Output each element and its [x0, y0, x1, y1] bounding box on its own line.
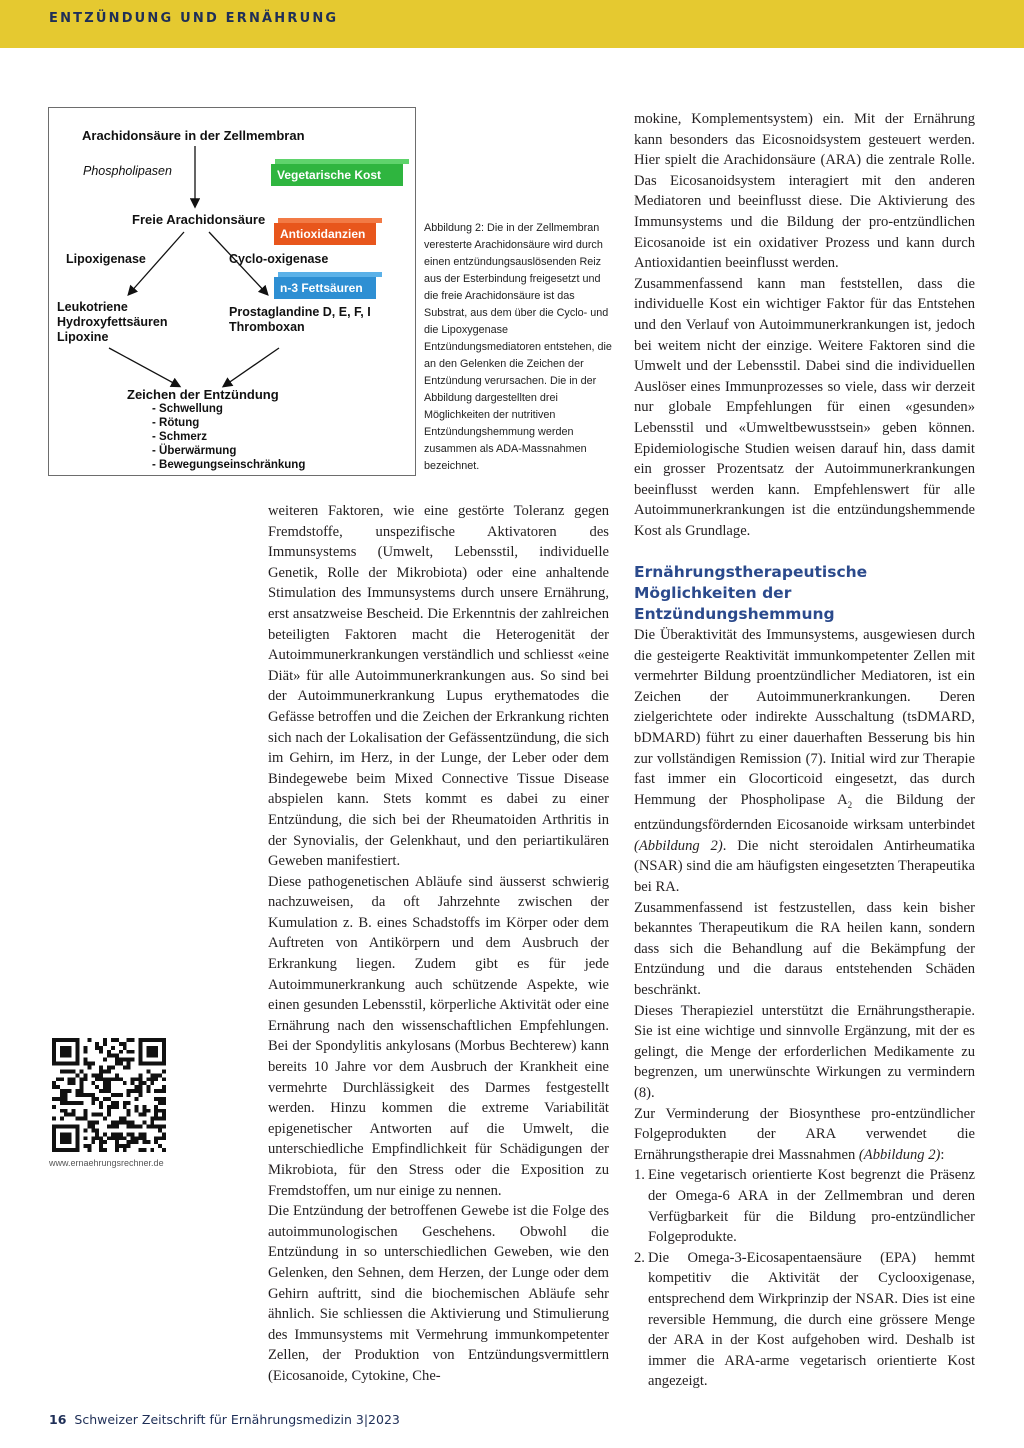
lipoxigenase-label: Lipoxigenase	[66, 252, 146, 266]
paragraph: Zusammenfassend kann man feststellen, dass die individuelle Kost ein wichtiger Faktor für das Entstehen und den Verlauf von Autoimmunerkrankungen ist, jedoch bei weitem nicht der einzige. Weitere Faktoren sind die Umwelt und der Lebensstil. Dabei sind die individuellen Auslöser eines Immunprozesses so viele, dass wir derzeit nur globale Empfehlungen für einen «gesunden» Lebensstil und «Umweltbewusstsein» geben können. Epidemiologische Studien weisen darauf hin, dass damit ein grosser Prozentsatz der Autoimmunerkrankungen beeinflusst werden kann. Empfehlenswert für alle Autoimmunerkrankungen ist die entzündungshemmende Kost als Grundlage.	[634, 275, 975, 539]
vegetarian-diet-box	[271, 164, 403, 186]
list-item: 1. Eine vegetarisch orientierte Kost begrenzt die Präsenz der Omega-6 ARA in der Zellmembran und deren Verfügbarkeit für die Bildung pro-entzündlicher Folgeprodukte.	[634, 1167, 975, 1246]
sign-item: - Schwellung	[152, 403, 223, 415]
left-products	[57, 300, 167, 345]
phospholipasen-label: Phospholipasen	[83, 164, 172, 178]
cyclooxigenase-label: Cyclo-oxigenase	[229, 252, 329, 266]
product-leukotriene: Leukotriene	[57, 300, 128, 314]
journal-title: Schweizer Zeitschrift für Ernährungsmedizin 3|2023	[74, 1412, 400, 1427]
paragraph: Die Überaktivität des Immunsystems, ausgewiesen durch die gesteigerte Reaktivität immunkompetenter Zellen mit vermehrter Bildung proentzündlicher Mediatoren, ist ein Zeichen der Autoimmunerkrankungen. Deren zielgerichtete oder indirekte Ausschaltung (tsDMARD, bDMARD) führt zu einer dauerhaften Besserung bis hin zur vollständigen Remission (7). Initial wird zur Therapie fast immer ein Glocorticoid eingesetzt, das durch Hemmung der Phospholipase $A_2$ die Bildung der entzündungsfördernden Eicosanoide wirksam unterbindet (Abbildung 2). Die nicht steroidalen Antirheumatika (NSAR) sind die am häufigsten eingesetzten Therapeutika bei RA.	[634, 627, 975, 896]
n3-fatty-acids-box	[274, 277, 376, 299]
n3-fatty-acids-label: n-3 Fettsäuren	[280, 281, 363, 295]
paragraph: Zusammenfassend ist festzustellen, dass kein bisher bekanntes Therapeutikum die RA heilen kann, sondern dass sich die Behandlung auf die Bekämpfung der Entzündung und die daraus entstehenden Schäden beschränkt.	[634, 899, 975, 998]
sign-item: - Schmerz	[152, 431, 207, 443]
paragraph: Diese pathogenetischen Abläufe sind äusserst schwierig nachzuweisen, da oft Jahrzehnte zwischen der Kumulation z. B. eines Schadstoffs im Körper oder dem Auftreten von Antikörpern und dem Ausbruch der Erkrankung liegen. Zudem gibt es für jede Autoimmunerkrankung auch schützende Aspekte, wie einen gesunden Lebensstil, körperliche Aktivität oder eine Ernährung nach den wissenschaftlichen Empfehlungen. Bei der Spondylitis ankylosans (Morbus Bechterew) kann bereits 10 Jahre vor dem Ausbruch der Krankheit eine vermehrte Durchlässigkeit des Darmes festgestellt werden. Hinzu kommen die extreme Variabilität epigenetischer Antworten auf die Umwelt, die unterschiedliche Empfindlichkeit für Schädigungen der Mikrobiota, für den Stress oder die Exposition zu Fremdstoffen, um nur einige zu nennen.	[268, 873, 609, 1199]
arrow-left-to-signs	[109, 348, 179, 386]
paragraph: Zur Verminderung der Biosynthese pro-entzündlicher Folgeprodukten der ARA verwendet die Ernährungstherapie drei Massnahmen (Abbildung 2):	[634, 1105, 975, 1163]
sign-item: - Rötung	[152, 417, 200, 429]
text-column-right-top	[634, 109, 975, 541]
arrow-right-to-signs	[224, 348, 279, 386]
qr-url: www.ernaehrungsrechner.de	[49, 1158, 164, 1168]
sign-item: - Überwärmung	[152, 445, 237, 457]
product-lipoxine: Lipoxine	[57, 330, 109, 344]
figure-title: Arachidonsäure in der Zellmembran	[82, 128, 305, 143]
product-prostaglandine: Prostaglandine D, E, F, I	[229, 305, 371, 319]
text-column-right-body	[634, 625, 975, 1392]
right-products	[229, 305, 371, 335]
section-header-bar	[0, 0, 1024, 48]
paragraph: Dieses Therapieziel unterstützt die Ernährungstherapie. Sie ist eine wichtige und sinnvolle Ergänzung, mit der es gelingt, die Menge der erforderlichen Medikamente zu begrenzen, um unerwünschte Wirkungen zu vermindern (8).	[634, 1002, 975, 1101]
free-arachidonic-label: Freie Arachidonsäure	[132, 212, 266, 227]
signs-title: Zeichen der Entzündung	[127, 387, 279, 402]
page-footer	[49, 1412, 400, 1427]
list-item: 2. Die Omega-3-Eicosapentaensäure (EPA) hemmt kompetitiv die Aktivität der Cyclooxigenase, entsprechend dem Wirkprinzip der NSAR. Dies ist eine reversible Hemmung, die durch eine grössere Menge der ARA in der Kost aufgehoben wird. Deshalb ist immer die ARA-arme vegetarisch orientierte Kost angezeigt.	[634, 1249, 975, 1390]
section-heading: Ernährungstherapeutische Möglichkeiten der Entzündungshemmung	[634, 563, 868, 623]
paragraph: weiteren Faktoren, wie eine gestörte Toleranz gegen Fremdstoffe, unspezifische Aktivatoren des Immunsystems (Umwelt, Lebensstil, individuelle Genetik, Rolle der Mikrobiota) oder eine anhaltende Stimulation des Immunsystems durch unsere Ernährung, erst ansatzweise Bescheid. Die Erkenntnis der zahlreichen beteiligten Faktoren macht die Heterogenität der Autoimmunerkrankungen verständlich und schliesst «eine Diät» für alle Autoimmunerkrankungen aus. So sind bei der Autoimmunerkrankung Lupus erythematodes die Gefässe betroffen und die Zeichen der Erkrankung richten sich nach der Lokalisation der Gefässentzündung, die sich im Gehirn, im Herz, in der Lunge, der Leber oder dem Bindegewebe beim Mixed Connective Tissue Disease abspielen kann. Stets kommt es dabei zu einer Entzündung, die sich bei der Rheumatoiden Arthritis in der Synovialis, der Gelenkhaut, und den periartikulären Geweben manifestiert.	[268, 503, 609, 870]
antioxidants-box	[274, 223, 376, 245]
sign-item: - Bewegungseinschränkung	[152, 459, 306, 471]
signs-list	[152, 402, 305, 472]
product-thromboxan: Thromboxan	[229, 320, 305, 334]
vegetarian-diet-label: Vegetarische Kost	[277, 168, 382, 182]
product-hydroxyfettsaeuren: Hydroxyfettsäuren	[57, 315, 168, 329]
page-number: 16	[49, 1412, 67, 1427]
paragraph: Die Entzündung der betroffenen Gewebe ist die Folge des autoimmunologischen Geschehens. Obwohl die Entzündung in so unterschiedlichen Geweben, wie den Gelenken, den Sehnen, dem Herzen, der Lunge oder dem Gehirn auftritt, sind die biochemischen Abläufe sehr ähnlich. Sie schliessen die Aktivierung und Stimulierung des Immunsystems mit Vermehrung immunkompetenter Zellen, der Produktion von Entzündungsvermittlern (Eicosanoide, Cytokine, Che-	[268, 1203, 609, 1384]
text-column-left	[268, 501, 609, 1387]
qr-code[interactable]	[52, 1038, 166, 1152]
section-title: ENTZÜNDUNG UND ERNÄHRUNG	[49, 11, 339, 26]
antioxidants-label: Antioxidanzien	[280, 227, 366, 241]
figure-arachidonic-acid-diagram	[48, 107, 416, 476]
paragraph: mokine, Komplementsystem) ein. Mit der Ernährung kann besonders das Eicosnoidsystem gesteuert werden. Hier spielt die Arachidonsäure (ARA) die zentrale Rolle. Das Eicosanoidsystem interagiert mit den anderen Mediatoren und beeinflusst diese. Die Aktivierung des Immunsystems und die Bildung der pro-entzündlichen Eicosanoide ist ein oxidativer Prozess und kann durch Antioxidantien beeinflusst werden.	[634, 111, 975, 272]
figure-caption: Abbildung 2: Die in der Zellmembran veresterte Arachidonsäure wird durch einen entzündungsauslösenden Reiz aus der Esterbindung freigesetzt und die freie Arachidonsäure ist das Substrat, aus dem über die Cyclo- und die Lipoxygenase Entzündungsmediatoren entstehen, die an den Gelenken die Zeichen der Entzündung verursachen. Die in der Abbildung dargestellten drei Möglichkeiten der nutritiven Entzündungshemmung werden zusammen als ADA-Massnahmen bezeichnet.	[424, 222, 612, 472]
